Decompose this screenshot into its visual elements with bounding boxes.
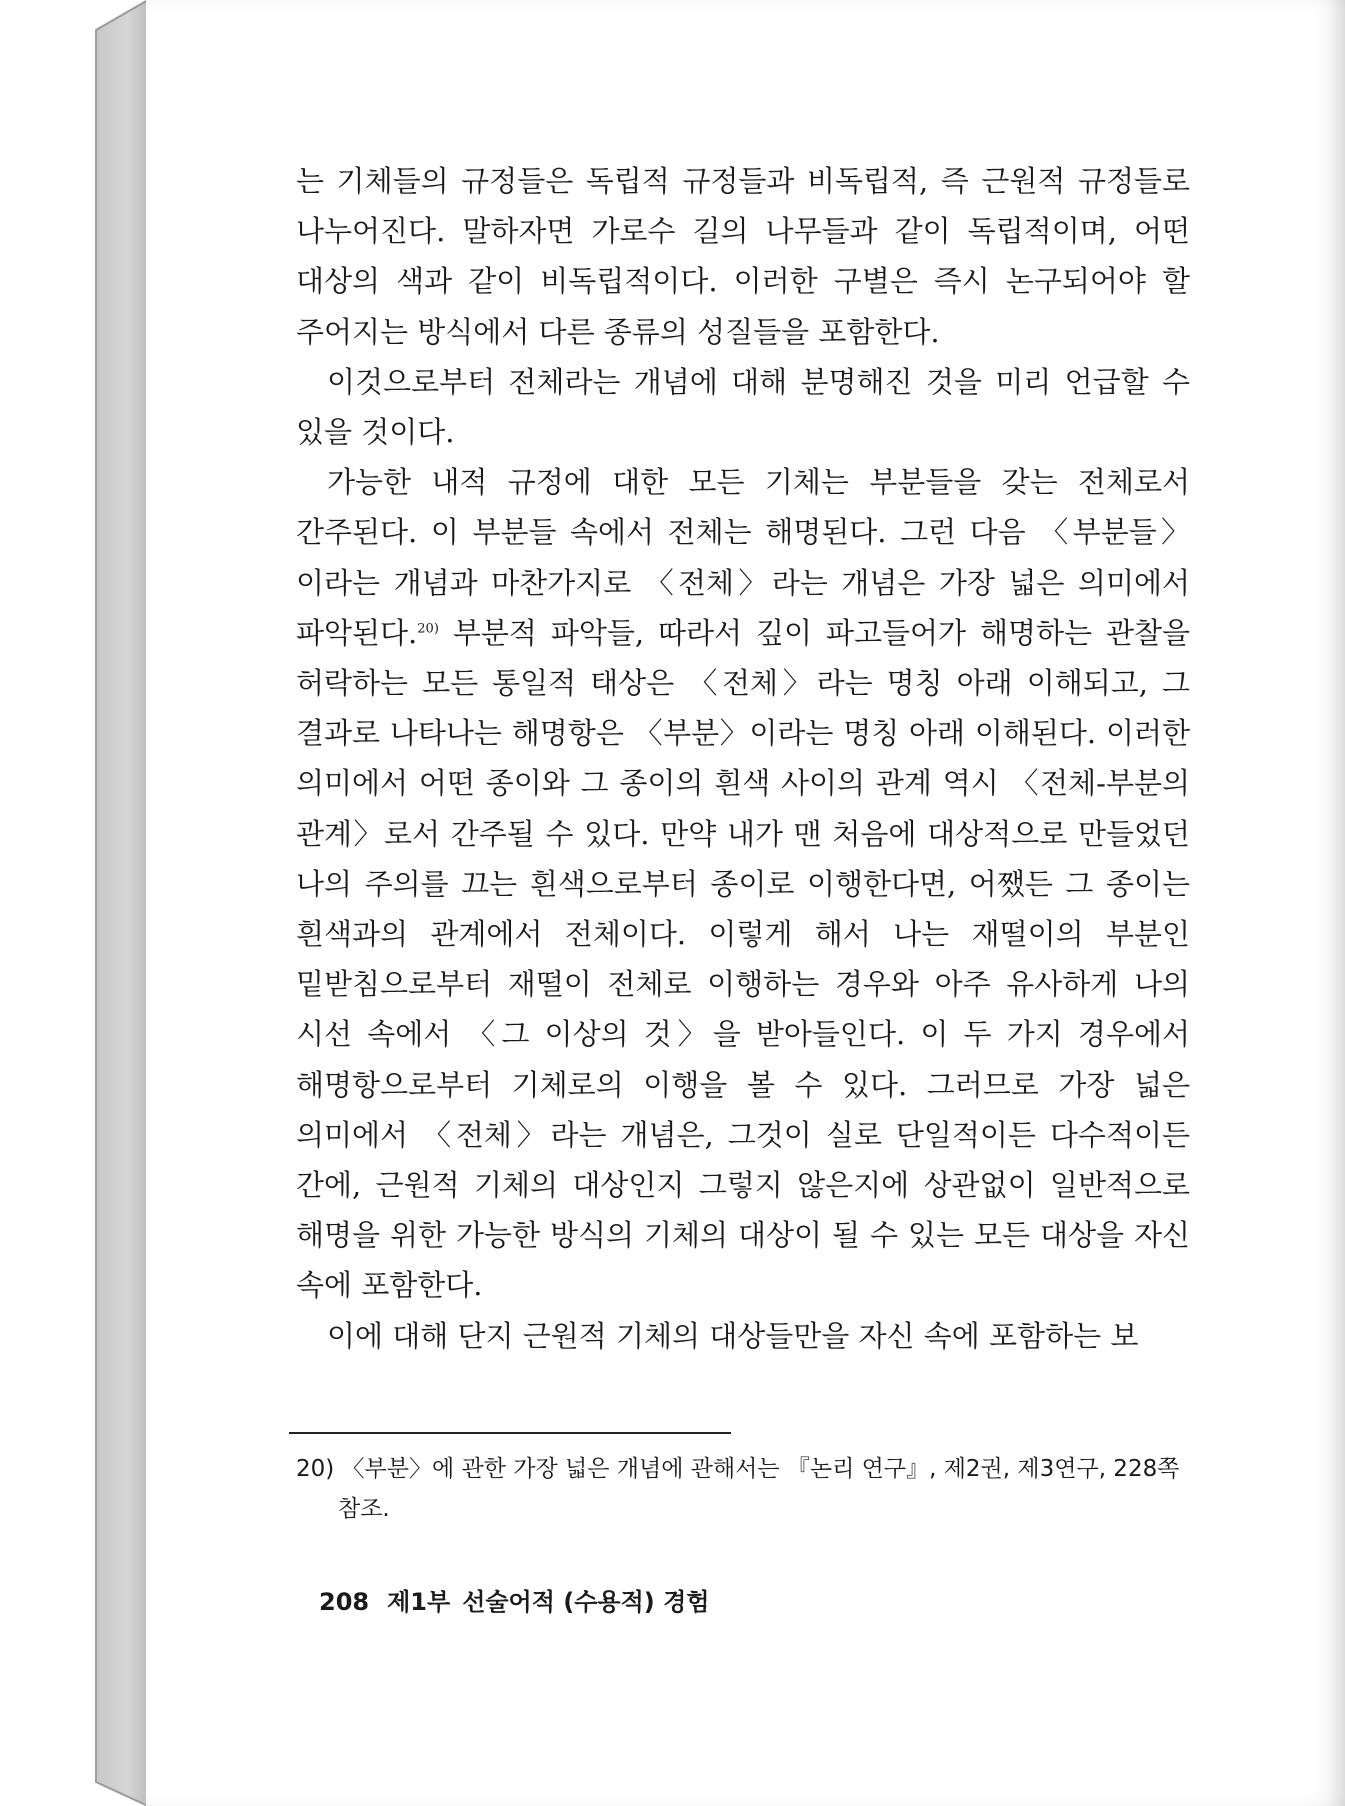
book-spine [0,0,160,1806]
paragraph-3-part-2: 부분적 파악들, 따라서 깊이 파고들어가 해명하는 관찰을 허락하는 모든 통일적 태상은 〈전체〉라는 명칭 아래 이해되고, 그 결과로 나타나는 해명항은 〈부분〉이라는 명칭 아래 이해된다. 이러한 의미에서 어떤 종이와 그 종이의 흰색 사이의 관계 역시 〈전체-부분의 관계〉로서 간주될 수 있다. 만약 내가 맨 처음에 대상적으로 만들었던 나의 주의를 끄는 흰색으로부터 종이로 이행한다면, 어쨌든 그 종이는 흰색과의 관계에서 전체이다. 이렇게 해서 나는 재떨이의 부분인 밑받침으로부터 재떨이 전체로 이행하는 경우와 아주 유사하게 나의 시선 속에서 〈그 이상의 것〉을 받아들인다. 이 두 가지 경우에서 해명항으로부터 기체로의 이행을 볼 수 있다. 그러므로 가장 넓은 의미에서 〈전체〉라는 개념은, 그것이 실로 단일적이든 다수적이든 간에, 근원적 기체의 대상인지 그렇지 않은지에 상관없이 일반적으로 해명을 위한 가능한 방식의 기체의 대상이 될 수 있는 모든 대상을 자신 속에 포함한다. [296,615,1190,1303]
paragraph-3 [296,457,1190,1310]
page [146,0,1345,1806]
footnote: 20) 〈부분〉에 관한 가장 넓은 개념에 관해서는 『논리 연구』, 제2권, 제3연구, 228쪽 참조. [296,1456,1180,1522]
paragraph-3-part-1: 가능한 내적 규정에 대한 모든 기체는 부분들을 갖는 전체로서 간주된다. 이 부분들 속에서 전체는 해명된다. 그런 다음 〈부분들〉이라는 개념과 마찬가지로 〈전체〉라는 개념은 가장 넓은 의미에서 파악된다. [296,465,1190,650]
body-text [296,156,1190,1361]
page-number: 208 [319,1588,370,1616]
footer-part: 제1부 [387,1588,451,1616]
footer-title: 선술어적 (수용적) 경험 [462,1588,710,1616]
paragraph-1: 는 기체들의 규정들은 독립적 규정들과 비독립적, 즉 근원적 규정들로 나누어진다. 말하자면 가로수 길의 나무들과 같이 독립적이며, 어떤 대상의 색과 같이 비독립적이다. 이러한 구별은 즉시 논구되어야 할 주어지는 방식에서 다른 종류의 성질들을 포함한다. [296,164,1190,349]
paragraph-2: 이것으로부터 전체라는 개념에 대해 분명해진 것을 미리 언급할 수 있을 것이다. [296,364,1190,450]
running-footer [319,1582,710,1617]
footnote-marker[interactable]: 20) [417,621,439,637]
paragraph-4: 이에 대해 단지 근원적 기체의 대상들만을 자신 속에 포함하는 보 [327,1318,1139,1353]
footnote-divider [289,1432,731,1434]
